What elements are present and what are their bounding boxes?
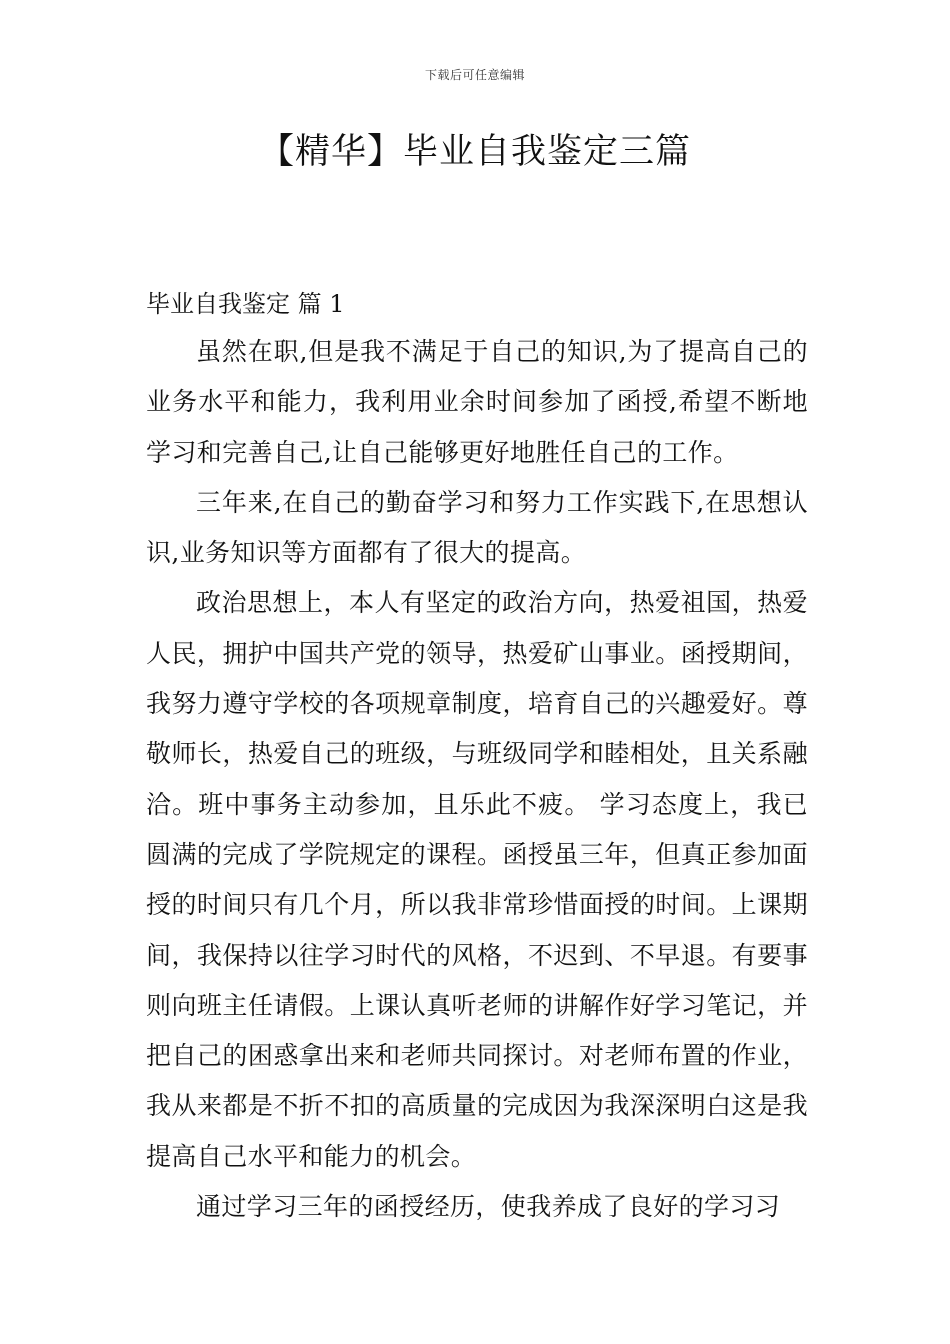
header-note: 下载后可任意编辑 [424, 68, 525, 82]
paragraph: 政治思想上，本人有坚定的政治方向，热爱祖国，热爱人民，拥护中国共产党的领导，热爱矿山事业。函授期间，我努力遵守学校的各项规章制度，培育自己的兴趣爱好。尊敬师长，热爱自己的班级，与班级同学和睦相处，且关系融洽。班中事务主动参加，且乐此不疲。 学习态度上，我已圆满的完成了学院规定的课程。函授虽三年，但真正参加面授的时间只有几个月，所以我非常珍惜面授的时间。上课期间，我保持以往学习时代的风格，不迟到、不早退。有要事则向班主任请假。上课认真听老师的讲解作好学习笔记，并把自己的困惑拿出来和老师共同探讨。对老师布置的作业，我从来都是不折不扣的高质量的完成因为我深深明白这是我提高自己水平和能力的机会。 [146, 588, 808, 1171]
document-title: 【精华】毕业自我鉴定三篇 [258, 132, 691, 172]
document-body [146, 327, 808, 1232]
paragraph: 虽然在职,但是我不满足于自己的知识,为了提高自己的业务水平和能力，我利用业余时间参加了函授,希望不断地学习和完善自己,让自己能够更好地胜任自己的工作。 [146, 337, 808, 467]
section-heading: 毕业自我鉴定 篇 1 [146, 290, 345, 318]
paragraph: 通过学习三年的函授经历，使我养成了良好的学习习 [196, 1192, 781, 1222]
paragraph: 三年来,在自己的勤奋学习和努力工作实践下,在思想认识,业务知识等方面都有了很大的提高。 [146, 487, 808, 568]
